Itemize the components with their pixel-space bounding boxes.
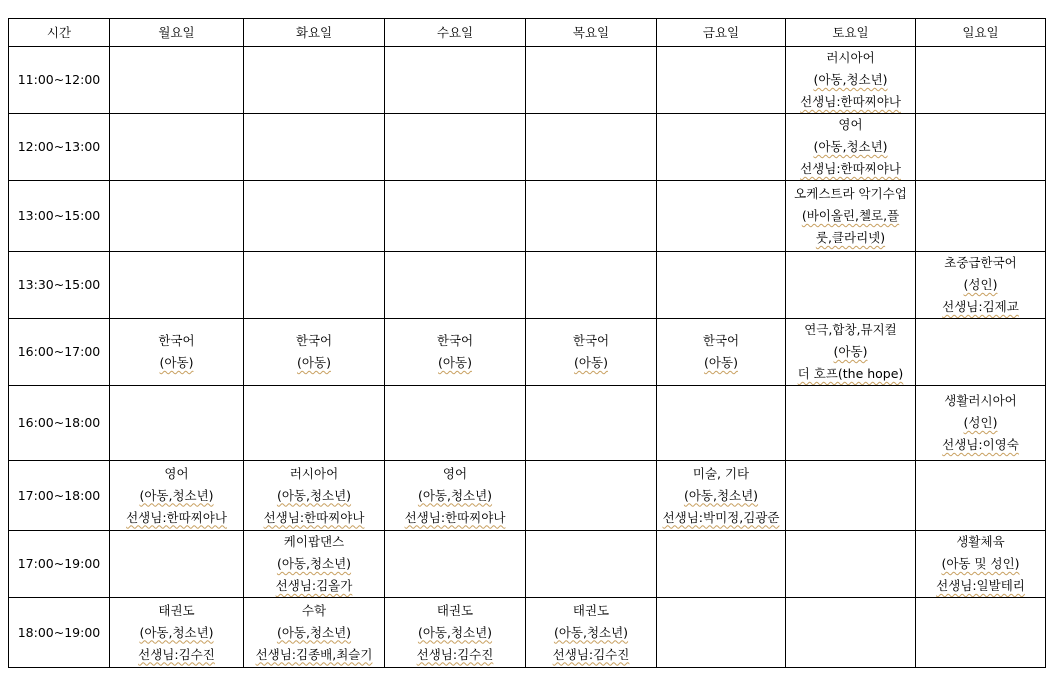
schedule-cell-tuesday bbox=[244, 461, 385, 531]
header-saturday: 토요일 bbox=[786, 19, 916, 47]
time-slot-cell: 16:00~17:00 bbox=[9, 319, 110, 386]
header-sunday: 일요일 bbox=[916, 19, 1046, 47]
table-row bbox=[9, 531, 1046, 598]
schedule-cell-monday bbox=[110, 319, 244, 386]
table-row bbox=[9, 386, 1046, 461]
schedule-cell-monday bbox=[110, 531, 244, 598]
schedule-cell-wednesday bbox=[385, 47, 526, 114]
class-name: 한국어 bbox=[158, 333, 195, 348]
schedule-cell-saturday bbox=[786, 319, 916, 386]
schedule-cell-wednesday bbox=[385, 319, 526, 386]
schedule-cell-thursday bbox=[526, 461, 657, 531]
class-name: 생활러시아어 bbox=[944, 393, 1017, 408]
class-name: 오케스트라 악기수업 bbox=[794, 186, 907, 201]
schedule-cell-sunday bbox=[916, 114, 1046, 181]
table-row bbox=[9, 47, 1046, 114]
schedule-cell-sunday bbox=[916, 181, 1046, 252]
schedule-cell-monday bbox=[110, 461, 244, 531]
class-name: 한국어 bbox=[295, 333, 333, 348]
schedule-cell-tuesday bbox=[244, 386, 385, 461]
class-audience: (아동,청소년) bbox=[813, 72, 888, 87]
class-audience: (아동) bbox=[704, 355, 738, 370]
header-thursday: 목요일 bbox=[526, 19, 657, 47]
class-name: 태권도 bbox=[158, 602, 195, 618]
class-detail: 선생님:박미정,김광준 bbox=[662, 509, 780, 525]
schedule-cell-monday bbox=[110, 114, 244, 181]
schedule-cell-wednesday bbox=[385, 252, 526, 319]
schedule-cell-sunday bbox=[916, 598, 1046, 668]
table-row bbox=[9, 181, 1046, 252]
schedule-cell-wednesday bbox=[385, 386, 526, 461]
schedule-cell-monday bbox=[110, 386, 244, 461]
schedule-cell-sunday bbox=[916, 386, 1046, 461]
schedule-cell-tuesday bbox=[244, 531, 385, 598]
class-detail: 선생님:김올가 bbox=[275, 578, 353, 593]
schedule-cell-sunday bbox=[916, 461, 1046, 531]
class-detail: 선생님:김수진 bbox=[416, 646, 494, 662]
class-name: 생활체육 bbox=[956, 534, 1005, 549]
class-audience: (아동) bbox=[297, 355, 331, 370]
schedule-cell-sunday bbox=[916, 252, 1046, 319]
class-detail: 선생님:한따찌야나 bbox=[126, 509, 227, 525]
schedule-cell-saturday bbox=[786, 461, 916, 531]
schedule-cell-friday bbox=[657, 386, 786, 461]
class-name: 한국어 bbox=[436, 333, 474, 348]
schedule-cell-friday bbox=[657, 47, 786, 114]
schedule-cell-thursday bbox=[526, 531, 657, 598]
class-name: 미술, 기타 bbox=[692, 465, 750, 481]
schedule-cell-sunday bbox=[916, 319, 1046, 386]
schedule-cell-friday bbox=[657, 319, 786, 386]
schedule-cell-saturday bbox=[786, 386, 916, 461]
class-name: 한국어 bbox=[572, 333, 610, 348]
class-name: 한국어 bbox=[702, 333, 740, 348]
class-detail: 선생님:한따찌야나 bbox=[800, 161, 901, 176]
schedule-cell-monday bbox=[110, 181, 244, 252]
schedule-cell-tuesday bbox=[244, 47, 385, 114]
schedule-cell-tuesday bbox=[244, 252, 385, 319]
class-name: 영어 bbox=[442, 465, 468, 481]
class-name: 연극,합창,뮤지컬 bbox=[804, 322, 897, 337]
schedule-cell-monday bbox=[110, 252, 244, 319]
class-detail: 룻,클라리넷) bbox=[815, 230, 886, 245]
class-name: 태권도 bbox=[436, 602, 474, 618]
class-name: 초중급한국어 bbox=[944, 255, 1017, 270]
class-audience: (아동,청소년) bbox=[683, 487, 759, 503]
schedule-cell-wednesday bbox=[385, 181, 526, 252]
schedule-cell-saturday bbox=[786, 47, 916, 114]
time-slot-cell: 18:00~19:00 bbox=[9, 598, 110, 668]
schedule-cell-friday bbox=[657, 598, 786, 668]
class-audience: (아동,청소년) bbox=[813, 139, 888, 154]
class-audience: (아동,청소년) bbox=[276, 556, 352, 571]
schedule-cell-saturday bbox=[786, 598, 916, 668]
time-slot-cell: 12:00~13:00 bbox=[9, 114, 110, 181]
schedule-cell-thursday bbox=[526, 319, 657, 386]
schedule-cell-tuesday bbox=[244, 598, 385, 668]
schedule-cell-sunday bbox=[916, 531, 1046, 598]
class-name: 수학 bbox=[301, 602, 327, 618]
class-name: 러시아어 bbox=[826, 50, 875, 65]
class-audience: (아동) bbox=[574, 355, 608, 370]
class-name: 영어 bbox=[838, 117, 863, 132]
class-audience: (바이올린,첼로,플 bbox=[801, 208, 900, 223]
table-row bbox=[9, 598, 1046, 668]
schedule-cell-monday bbox=[110, 598, 244, 668]
class-detail: 선생님:일발테리 bbox=[936, 578, 1025, 593]
time-slot-cell: 17:00~18:00 bbox=[9, 461, 110, 531]
class-name: 케이팝댄스 bbox=[283, 534, 345, 549]
class-name: 태권도 bbox=[572, 602, 610, 618]
table-row bbox=[9, 252, 1046, 319]
class-audience: (아동) bbox=[833, 344, 868, 359]
time-slot-cell: 13:00~15:00 bbox=[9, 181, 110, 252]
time-slot-cell: 13:30~15:00 bbox=[9, 252, 110, 319]
schedule-cell-thursday bbox=[526, 386, 657, 461]
class-audience: (아동 및 성인) bbox=[941, 556, 1020, 571]
class-detail: 선생님:김종배,최슬기 bbox=[255, 646, 373, 662]
schedule-cell-thursday bbox=[526, 181, 657, 252]
class-name: 영어 bbox=[164, 465, 189, 481]
time-slot-cell: 11:00~12:00 bbox=[9, 47, 110, 114]
schedule-cell-wednesday bbox=[385, 531, 526, 598]
schedule-cell-saturday bbox=[786, 252, 916, 319]
header-friday: 금요일 bbox=[657, 19, 786, 47]
schedule-cell-tuesday bbox=[244, 181, 385, 252]
schedule-cell-saturday bbox=[786, 181, 916, 252]
schedule-cell-friday bbox=[657, 181, 786, 252]
schedule-cell-thursday bbox=[526, 47, 657, 114]
class-audience: (아동,청소년) bbox=[417, 624, 493, 640]
schedule-cell-friday bbox=[657, 114, 786, 181]
schedule-cell-friday bbox=[657, 531, 786, 598]
weekly-schedule-table bbox=[8, 18, 1046, 668]
class-name: 러시아어 bbox=[289, 465, 339, 481]
time-slot-cell: 17:00~19:00 bbox=[9, 531, 110, 598]
class-audience: (성인) bbox=[963, 277, 998, 292]
class-audience: (아동,청소년) bbox=[417, 487, 493, 503]
schedule-cell-friday bbox=[657, 252, 786, 319]
class-detail: 선생님:한따찌야나 bbox=[263, 509, 365, 525]
schedule-cell-monday bbox=[110, 47, 244, 114]
class-detail: 더 호프(the hope) bbox=[797, 366, 904, 381]
class-audience: (아동) bbox=[438, 355, 472, 370]
schedule-body bbox=[9, 47, 1046, 668]
schedule-cell-wednesday bbox=[385, 461, 526, 531]
schedule-cell-thursday bbox=[526, 114, 657, 181]
class-detail: 선생님:이영숙 bbox=[942, 437, 1019, 452]
schedule-cell-thursday bbox=[526, 598, 657, 668]
schedule-cell-wednesday bbox=[385, 114, 526, 181]
class-detail: 선생님:김수진 bbox=[552, 646, 630, 662]
schedule-cell-tuesday bbox=[244, 114, 385, 181]
class-audience: (아동,청소년) bbox=[276, 487, 352, 503]
class-audience: (아동,청소년) bbox=[553, 624, 629, 640]
table-row bbox=[9, 461, 1046, 531]
header-wednesday: 수요일 bbox=[385, 19, 526, 47]
class-audience: (성인) bbox=[963, 415, 998, 430]
class-audience: (아동) bbox=[159, 355, 194, 370]
header-time: 시간 bbox=[9, 19, 110, 47]
schedule-cell-sunday bbox=[916, 47, 1046, 114]
table-row bbox=[9, 114, 1046, 181]
header-tuesday: 화요일 bbox=[244, 19, 385, 47]
schedule-cell-friday bbox=[657, 461, 786, 531]
schedule-cell-saturday bbox=[786, 531, 916, 598]
class-audience: (아동,청소년) bbox=[139, 624, 214, 640]
time-slot-cell: 16:00~18:00 bbox=[9, 386, 110, 461]
class-audience: (아동,청소년) bbox=[139, 487, 214, 503]
class-detail: 선생님:김수진 bbox=[138, 646, 215, 662]
schedule-cell-tuesday bbox=[244, 319, 385, 386]
schedule-cell-thursday bbox=[526, 252, 657, 319]
class-detail: 선생님:한따찌야나 bbox=[800, 94, 901, 109]
schedule-cell-wednesday bbox=[385, 598, 526, 668]
header-row bbox=[9, 19, 1046, 47]
class-detail: 선생님:한따찌야나 bbox=[404, 509, 506, 525]
schedule-cell-saturday bbox=[786, 114, 916, 181]
header-monday: 월요일 bbox=[110, 19, 244, 47]
table-row bbox=[9, 319, 1046, 386]
class-detail: 선생님:김제교 bbox=[942, 299, 1019, 314]
class-audience: (아동,청소년) bbox=[276, 624, 352, 640]
